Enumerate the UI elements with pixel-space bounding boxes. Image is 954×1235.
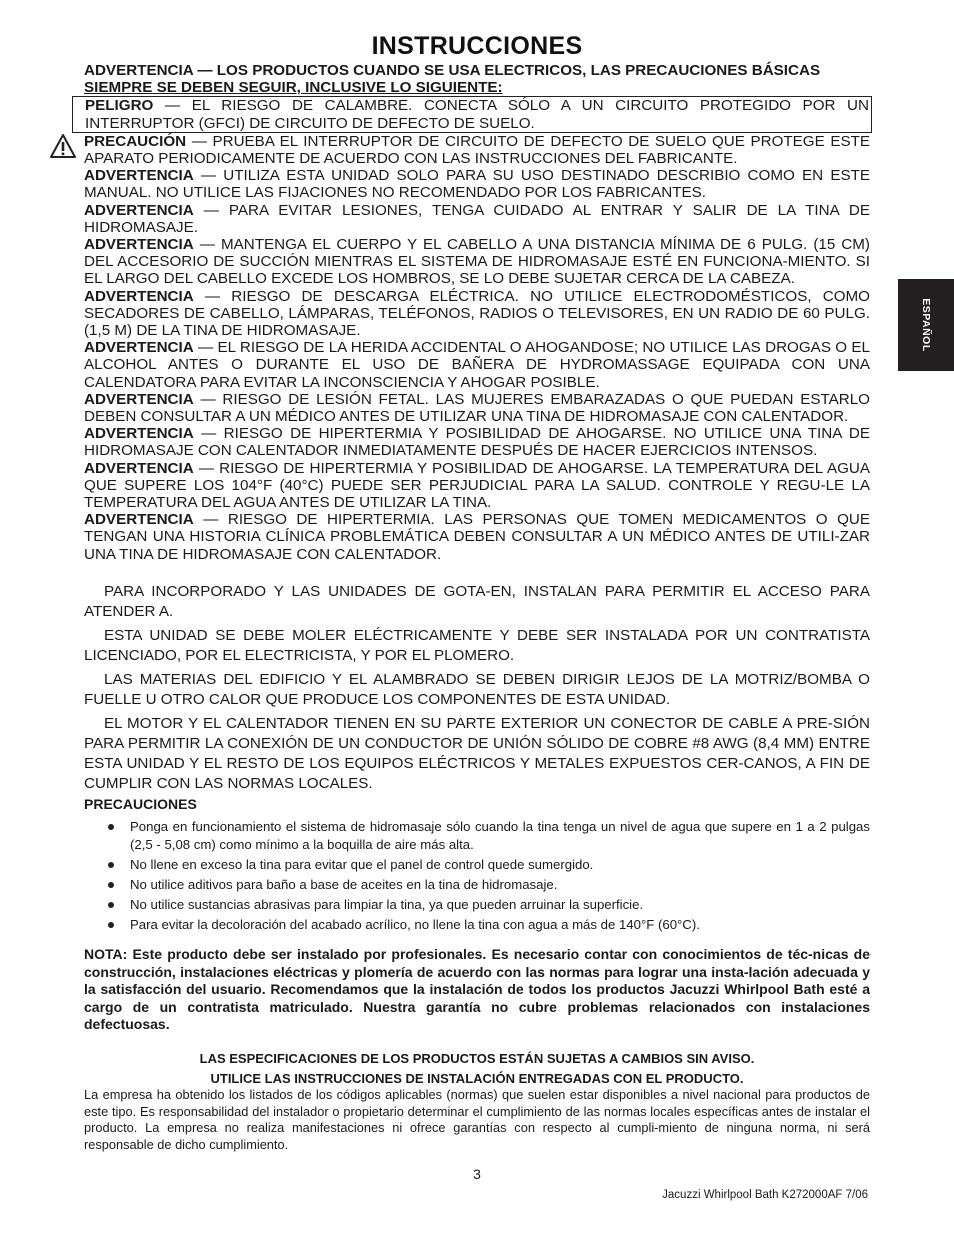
nota-paragraph: NOTA: Este producto debe ser instalado por profesionales. Es necesario contar con conocimientos de téc-nicas de construcción, instalaciones eléctricas y plomería de acuerdo con las normas para lograr una insta-lación adecuada y la satisfacción del usuario. Recomendamos que la instalación de todos los productos Jacuzzi Whirlpool Bath esté a cargo de un contratista matriculado. Nuestra garantía no cubre problemas relacionados con instalaciones defectuosas. — [84, 946, 870, 1032]
warning-item — [84, 236, 870, 288]
warning-item — [84, 391, 870, 425]
warning-item — [84, 288, 870, 340]
warning-label: ADVERTENCIA — [84, 511, 194, 529]
fine-print: La empresa ha obtenido los listados de los códigos aplicables (normas) que suelen estar disponibles a nivel nacional para productos de este tipo. Es responsabilidad del instalador o propietario determinar el cumplimiento de las normas locales específicas antes de instalar el producto. La empresa no realiza manifestaciones ni ofrece garantías con respecto al cumpli-miento de ninguna norma, ni será responsable de dicho cumplimiento. — [84, 1087, 870, 1152]
install-paragraph: LAS MATERIAS DEL EDIFICIO Y EL ALAMBRADO SE DEBEN DIRIGIR LEJOS DE LA MOTRIZ/BOMBA O FUELLE U OTRO CALOR QUE PRODUCE LOS COMPONENTES DE ESTA UNIDAD. — [84, 671, 870, 708]
warning-text: — UTILIZA ESTA UNIDAD SOLO PARA SU USO DESTINADO DESCRIBIO COMO EN ESTE MANUAL. NO UTILICE LAS FIJACIONES NO RECOMENDADO POR LOS FABRICANTES. — [84, 167, 870, 202]
danger-label: PELIGRO — [85, 97, 154, 115]
header-warning-line2: SIEMPRE SE DEBEN SEGUIR, INCLUSIVE LO SIGUIENTE: — [84, 79, 503, 97]
list-item: No llene en exceso la tina para evitar que el panel de control quede sumergido. — [108, 856, 870, 874]
language-tab-label: ESPAÑOL — [920, 298, 932, 352]
list-item: Ponga en funcionamiento el sistema de hidromasaje sólo cuando la tina tenga un nivel de agua que supere en 1 a 2 pulgas (2,5 - 5,08 cm) como mínimo a la boquilla de aire más alta. — [108, 818, 870, 853]
precautions-heading: PRECAUCIONES — [84, 796, 197, 812]
specs-notice-line2: UTILICE LAS INSTRUCCIONES DE INSTALACIÓN ENTREGADAS CON EL PRODUCTO. — [210, 1071, 744, 1086]
footer-doc-id: Jacuzzi Whirlpool Bath K272000AF 7/06 — [662, 1189, 868, 1201]
header-warning-line1: ADVERTENCIA — LOS PRODUCTOS CUANDO SE USA ELECTRICOS, LAS PRECAUCIONES BÁSICAS — [84, 62, 821, 79]
warning-text: — PARA EVITAR LESIONES, TENGA CUIDADO AL ENTRAR Y SALIR DE LA TINA DE HIDROMASAJE. — [84, 201, 870, 236]
warning-item — [84, 425, 870, 459]
warnings-block — [84, 62, 870, 563]
specs-notice — [84, 1049, 870, 1089]
installation-paragraphs — [84, 582, 870, 798]
warning-label: ADVERTENCIA — [84, 287, 194, 305]
warning-item — [84, 202, 870, 236]
install-paragraph: EL MOTOR Y EL CALENTADOR TIENEN EN SU PARTE EXTERIOR UN CONECTOR DE CABLE A PRE-SIÓN PARA PERMITIR LA CONEXIÓN DE UN CONDUCTOR DE UNIÓN SÓLIDO DE COBRE #8 AWG (8,4 MM) ENTRE ESTA UNIDAD Y EL RESTO DE LOS EQUIPOS ELÉCTRICOS Y METALES EXPUESTOS CER-CANOS, A FIN DE CUMPLIR CON LAS NORMAS LOCALES. — [84, 715, 870, 792]
warning-label: ADVERTENCIA — [84, 236, 194, 254]
caution-label: PRECAUCIÓN — [84, 132, 187, 150]
page-title: INSTRUCCIONES — [371, 32, 583, 60]
language-tab — [898, 279, 954, 371]
warning-text: — MANTENGA EL CUERPO Y EL CABELLO A UNA DISTANCIA MÍNIMA DE 6 PULG. (15 CM) DEL ACCESORIO DE SUCCIÓN MIENTRAS EL SISTEMA DE HIDROMASAJE ESTÉ EN FUNCIONA-MIENTO. SI EL LARGO DEL CABELLO EXCEDE LOS HOMBROS, SE LO DEBE SUJETAR CERCA DE LA CABEZA. — [84, 236, 870, 288]
caution-text: — PRUEBA EL INTERRUPTOR DE CIRCUITO DE DEFECTO DE SUELO QUE PROTEGE ESTE APARATO PERIODICAMENTE DE ACUERDO CON LAS INSTRUCCIONES DEL FABRICANTE. — [84, 132, 870, 168]
list-item: No utilice aditivos para baño a base de aceites en la tina de hidromasaje. — [108, 876, 870, 894]
warning-label: ADVERTENCIA — [84, 201, 194, 219]
list-item: Para evitar la decoloración del acabado acrílico, no llene la tina con agua a más de 140°F (60°C). — [108, 916, 870, 934]
warning-text: — RIESGO DE DESCARGA ELÉCTRICA. NO UTILICE ELECTRODOMÉSTICOS, COMO SECADORES DE CABELLO, LÁMPARAS, TELÉFONOS, RADIOS O TELEVISORES, EN UN RADIO DE 60 PULG. (1,5 M) DE LA TINA DE HIDROMASAJE. — [84, 287, 870, 340]
warning-label: ADVERTENCIA — [84, 390, 194, 408]
list-item: No utilice sustancias abrasivas para limpiar la tina, ya que pueden arruinar la superficie. — [108, 896, 870, 914]
warning-item — [84, 460, 870, 512]
warning-label: ADVERTENCIA — [84, 459, 194, 477]
precautions-list — [108, 818, 870, 936]
warning-label: ADVERTENCIA — [84, 339, 194, 357]
page-number: 3 — [473, 1166, 481, 1182]
warning-label: ADVERTENCIA — [84, 167, 194, 185]
danger-text: — EL RIESGO DE CALAMBRE. CONECTA SÓLO A UN CIRCUITO PROTEGIDO POR UN INTERRUPTOR (GFCI) DE CIRCUITO DE DEFECTO DE SUELO. — [85, 97, 869, 132]
caution-paragraph — [84, 133, 870, 167]
warning-label: ADVERTENCIA — [84, 425, 194, 443]
warning-text: — RIESGO DE HIPERTERMIA. LAS PERSONAS QUE TOMEN MEDICAMENTOS O QUE TENGAN UNA HISTORIA CLÍNICA PROBLEMÁTICA DEBEN CONSULTAR A UN MÉDICO ANTES DE UTILI-ZAR UNA TINA DE HIDROMASAJE CON CALENTADOR. — [84, 511, 870, 563]
specs-notice-line1: LAS ESPECIFICACIONES DE LOS PRODUCTOS ESTÁN SUJETAS A CAMBIOS SIN AVISO. — [199, 1051, 755, 1066]
warning-item — [84, 339, 870, 391]
danger-box — [72, 96, 872, 132]
danger-paragraph — [85, 97, 869, 131]
warning-text: — RIESGO DE HIPERTERMIA Y POSIBILIDAD DE AHOGARSE. NO UTILICE UNA TINA DE HIDROMASAJE CON CALENTADOR INMEDIATAMENTE DESPUÉS DE HACER EJERCICIOS INTENSOS. — [84, 425, 870, 460]
warning-item — [84, 511, 870, 563]
caution-block — [84, 133, 870, 167]
install-paragraph: PARA INCORPORADO Y LAS UNIDADES DE GOTA-EN, INSTALAN PARA PERMITIR EL ACCESO PARA ATENDER A. — [84, 583, 870, 620]
warning-text: — RIESGO DE LESIÓN FETAL. LAS MUJERES EMBARAZADAS O QUE PUEDAN ESTARLO DEBEN CONSULTAR A UN MÉDICO ANTES DE UTILIZAR UNA TINA DE HIDROMASAJE CON CALENTADOR. — [84, 390, 870, 426]
warning-item — [84, 167, 870, 201]
warning-text: — RIESGO DE HIPERTERMIA Y POSIBILIDAD DE AHOGARSE. LA TEMPERATURA DEL AGUA QUE SUPERE LOS 104°F (40°C) PUEDE SER PERJUDICIAL PARA LA SALUD. CONTROLE Y REGU-LE LA TEMPERATURA DEL AGUA ANTES DE UTILIZAR LA TINA. — [84, 459, 870, 512]
warning-text: — EL RIESGO DE LA HERIDA ACCIDENTAL O AHOGANDOSE; NO UTILICE LAS DROGAS O EL ALCOHOL ANTES O DURANTE EL USO DE BAÑERA DE HYDROMASSAGE EQUIPADA CON UNA CALENDATORA PARA EVITAR LA INCONSCIENCIA Y AHOGAR POSIBLE. — [84, 339, 870, 391]
install-paragraph: ESTA UNIDAD SE DEBE MOLER ELÉCTRICAMENTE Y DEBE SER INSTALADA POR UN CONTRATISTA LICENCIADO, POR EL ELECTRICISTA, Y POR EL PLOMERO. — [84, 627, 870, 664]
warning-triangle-icon — [50, 133, 76, 159]
